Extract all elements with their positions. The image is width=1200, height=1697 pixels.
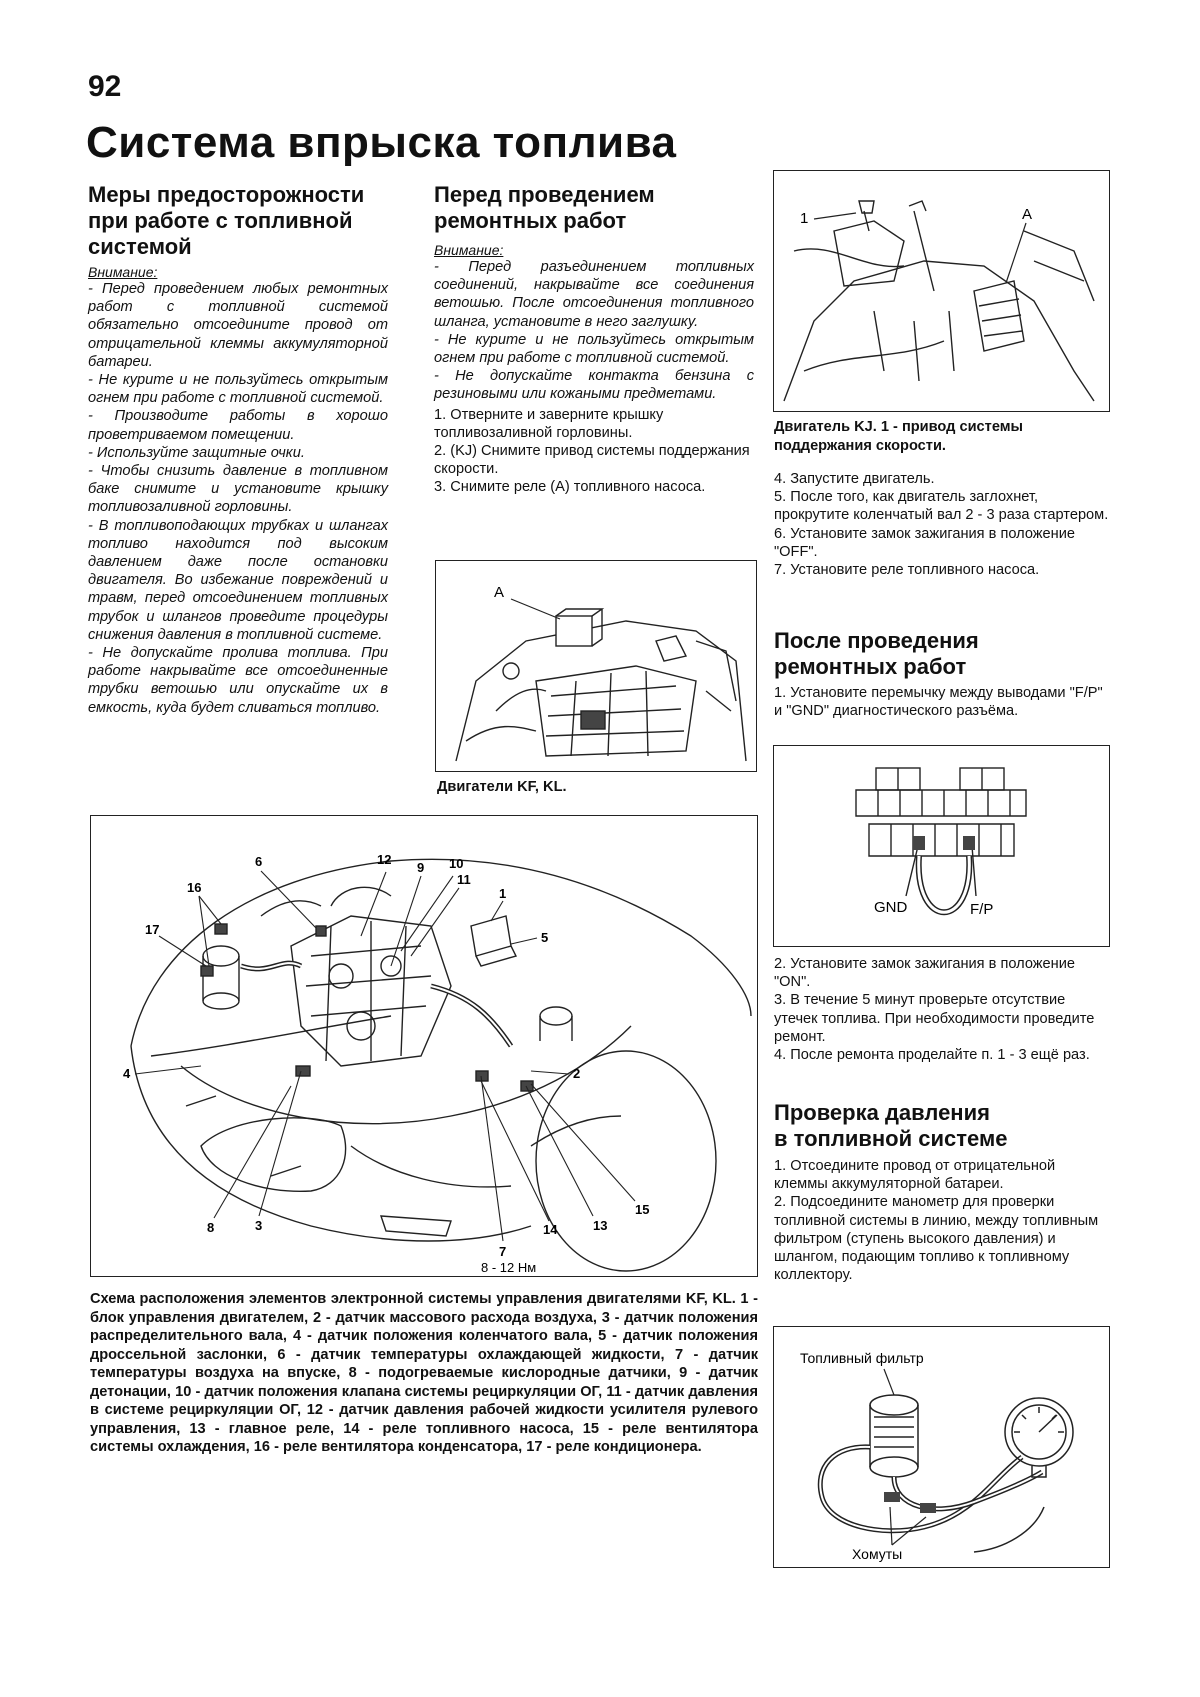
engine-bay-caption: Схема расположения элементов электронной системы управления двигателями KF, KL. 1 - блок управления двигателем, 2 - датчик массового расхода воздуха, 3 - датчик положения распределительного вала, 4 - датчик положения коленчатого вала, 5 - датчик положения дроссельной заслонки, 6 - датчик температуры охлаждающей жидкости, 7 - датчик температуры воздуха на впуске, 8 - подогреваемые кислородные датчики, 9 - датчик детонации, 10 - датчик положения клапана системы рециркуляции ОГ, 11 - датчик давления в системе рециркуляции ОГ, 12 - датчик давления рабочей жидкости усилителя рулевого управления, 13 - главное реле, 14 - реле топливного насоса, 15 - реле вентилятора системы охлаждения, 16 - реле вентилятора конденсатора, 17 - реле кондиционера. [90,1291,758,1455]
diagnostic-connector-figure [773,745,1110,947]
callout-17: 17 [145,922,160,937]
step: 6. Установите замок зажигания в положение "OFF". [774,525,1075,560]
callout-13: 13 [593,1218,608,1233]
paragraph: - Не допускайте контакта бензина с резиновыми или кожаными предметами. [434,368,754,403]
callout-5: 5 [541,930,549,945]
callout-7: 7 [499,1244,507,1259]
after-step-1: 1. Установите перемычку между выводами "F/P" и "GND" диагностического разъёма. [774,685,1103,720]
callout-2: 2 [573,1066,581,1081]
step: 2. (KJ) Снимите привод системы поддержания скорости. [434,443,750,478]
gnd-label: GND [874,899,908,916]
diagnostic-connector-drawing [774,746,1109,946]
paragraph: - В топливоподающих трубках и шлангах топливо находится под высоким давлением даже после остановки двигателя. Во избежание повреждений и травм, перед отсоединением топливных трубок и шлангов проведите процедуры снижения давления в топливной системе. [88,517,388,643]
kj-figure-caption: Двигатель KJ. 1 - привод системы поддержания скорости. [774,419,1023,454]
col3-steps [774,470,1109,579]
torque-label: 8 - 12 Нм [481,1260,537,1275]
paragraph: - Не допускайте пролива топлива. При работе накрывайте все отсоединенные трубки ветошью или опускайте их в емкость, куда будет сливаться топливо. [88,645,388,716]
paragraph: - Производите работы в хорошо проветриваемом помещении. [88,408,388,443]
callout-15: 15 [635,1202,650,1217]
step: 7. Установите реле топливного насоса. [774,562,1040,579]
callout-9: 9 [417,860,425,875]
kj-label-a: A [1022,206,1033,223]
step: 1. Отверните и заверните крышку топливозаливной горловины. [434,406,664,441]
col1-heading-line: Меры предосторожности [88,182,365,207]
callout-10: 10 [449,856,464,871]
paragraph: - Не курите и не пользуйтесь открытым огнем при работе с топливной системой. [88,372,388,407]
pressure-heading-line: Проверка давления [774,1100,990,1125]
page-number: 92 [88,70,122,103]
col2-heading-line: Перед проведением [434,182,655,207]
callout-14: 14 [543,1222,558,1237]
callout-1: 1 [499,886,507,901]
after-steps [774,955,1104,1064]
clamps-label: Хомуты [852,1546,903,1562]
after-repair-heading [774,628,979,680]
callout-4: 4 [123,1066,131,1081]
engine-relay-drawing [436,561,756,771]
col2-section [434,182,759,497]
step: 4. После ремонта проделайте п. 1 - 3 ещё раз. [774,1047,1090,1064]
col1-warning-text [88,280,388,717]
fuel-pump-relay-figure [435,560,757,772]
col1-section [88,182,418,717]
callout-16: 16 [187,880,202,895]
col2-warning-text [434,258,754,404]
paragraph: - Чтобы снизить давление в топливном баке снимите и установите крышку топливозаливной горловины. [88,463,388,516]
pressure-check-heading [774,1100,1007,1152]
kj-engine-figure [773,170,1110,412]
step: 3. Снимите реле (А) топливного насоса. [434,479,706,496]
callout-3: 3 [255,1218,263,1233]
engine-bay-figure [90,815,758,1277]
kf-kl-figure-caption: Двигатели KF, KL. [437,779,567,795]
step: 2. Подсоедините манометр для проверки топливной системы в линию, между топливным фильтром (ступень высокого давления) и шлангом, подающим топливо к топливному коллектору. [774,1194,1099,1284]
after-heading-line: ремонтных работ [774,654,967,679]
fuel-filter-label: Топливный фильтр [800,1350,924,1366]
col2-warning-label: Внимание: [434,242,504,258]
callout-11: 11 [457,872,471,887]
kj-engine-drawing [774,171,1109,411]
engine-bay-drawing [91,816,757,1276]
callout-12: 12 [377,852,392,867]
page-title: Система впрыска топлива [86,118,677,167]
col1-warning-label: Внимание: [88,264,158,280]
pressure-heading-line: в топливной системе [774,1126,1008,1151]
pressure-gauge-drawing [774,1327,1109,1567]
step: 2. Установите замок зажигания в положение "ON". [774,956,1075,991]
callout-8: 8 [207,1220,215,1235]
after-heading-line: После проведения [774,628,979,653]
col2-heading-line: ремонтных работ [434,208,627,233]
paragraph: - Не курите и не пользуйтесь открытым огнем при работе с топливной системой. [434,331,754,367]
callout-6: 6 [255,854,263,869]
col1-heading-line: системой [88,234,192,259]
relay-label-a: A [494,584,505,601]
col1-heading-line: при работе с топливной [88,208,353,233]
pressure-gauge-figure [773,1326,1110,1568]
pressure-steps [774,1157,1104,1284]
step: 5. После того, как двигатель заглохнет, прокрутите коленчатый вал 2 - 3 раза стартером. [774,489,1109,524]
paragraph: - Перед разъединением топливных соединений, накрывайте все соединения ветошью. После отсоединения топливного шланга, установите в него заглушку. [434,259,754,330]
step: 3. В течение 5 минут проверьте отсутствие утечек топлива. При необходимости проведите ремонт. [774,992,1095,1045]
col2-heading [434,182,759,234]
step: 4. Запустите двигатель. [774,471,935,487]
paragraph: - Используйте защитные очки. [88,444,305,461]
fp-label: F/P [970,901,994,918]
paragraph: - Перед проведением любых ремонтных работ с топливной системой обязательно отсоедините провод от отрицательной клеммы аккумуляторной батареи. [88,281,388,370]
step: 1. Отсоедините провод от отрицательной клеммы аккумуляторной батареи. [774,1158,1056,1193]
col1-heading [88,182,418,260]
kj-label-1: 1 [800,210,809,227]
col2-steps [434,406,756,497]
